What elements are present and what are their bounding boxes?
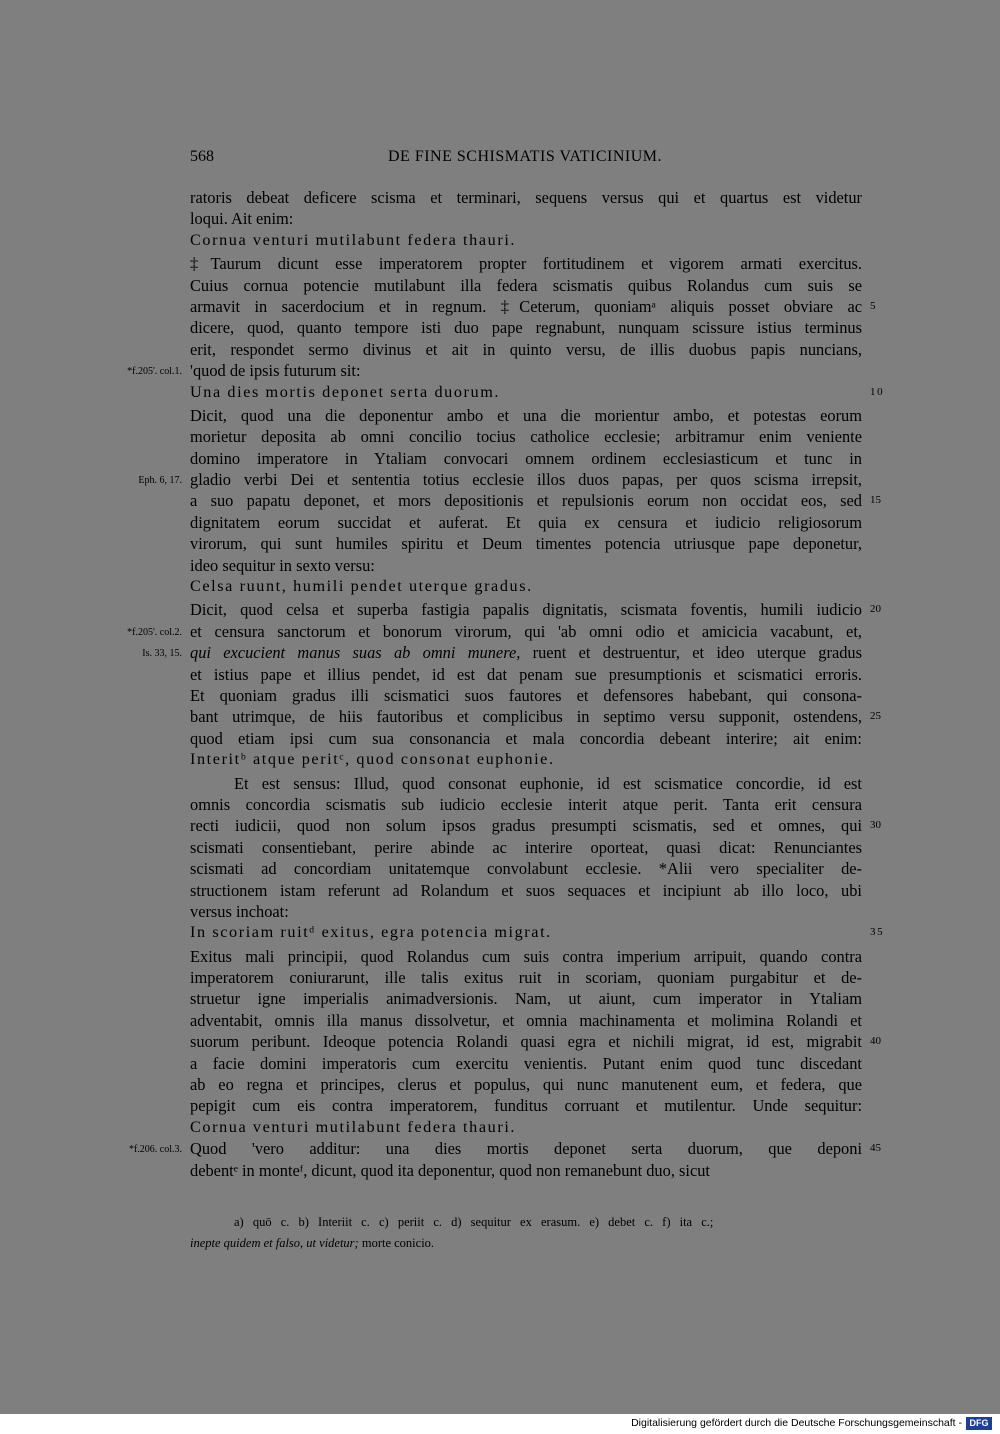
line-text: scismati ad concordiam unitatemque convolabunt ecclesie. *Alii vero specialiter de- (190, 859, 862, 879)
line-text: Exitus mali principii, quod Rolandus cum suis contra imperium arripuit, quando contra (190, 946, 862, 966)
text-line (190, 1031, 881, 1052)
line-text: struetur igne imperialis animadversionis. Nam, ut aiunt, cum imperator in Ytaliam (190, 989, 862, 1009)
footer-bar (0, 1414, 1000, 1434)
text-line (127, 621, 862, 642)
line-text: armavit in sacerdocium et in regnum. ‡Ceterum, quoniamᵃ aliquis posset obviare ac (190, 296, 862, 316)
footer-text[interactable]: Digitalisierung gefördert durch die Deutsche Forschungsgemeinschaft - (631, 1417, 962, 1429)
text-line (190, 880, 862, 901)
margin-note: *f.205'. col.1. (127, 366, 182, 378)
verse-line (190, 749, 862, 770)
verse-line (190, 1117, 862, 1138)
text-line (190, 728, 862, 749)
verse-line (190, 382, 885, 403)
text-line (190, 555, 862, 576)
line-number: 10 (870, 385, 885, 398)
line-number: 45 (870, 1142, 881, 1155)
text-line (190, 794, 862, 815)
line-text: 'quod de ipsis futurum sit: (190, 361, 361, 381)
line-number: 15 (870, 494, 881, 507)
text-line (190, 405, 862, 426)
margin-note: *f.206. col.3. (128, 1144, 182, 1156)
text-line (190, 685, 862, 706)
verse-line (190, 576, 862, 597)
text-line (190, 187, 862, 208)
footnote-line: a) quō c. b) Interiit c. c) periit c. d) sequitur ex erasum. e) debet c. f) ita c.; (234, 1215, 714, 1229)
line-number: 5 (870, 299, 876, 312)
line-number: 20 (870, 603, 881, 616)
line-text: quod etiam ipsi cum sua consonancia et mala concordia debeant interire; ait enim: (190, 728, 862, 748)
verse-line (190, 922, 885, 943)
margin-note: Is. 33, 15. (142, 648, 182, 660)
text-line (190, 339, 862, 360)
text-line (190, 512, 862, 533)
body-text (127, 187, 885, 1181)
line-text: et istius pape et illius pendet, id est dat penam sue presumptionis et scismatici erroris. (190, 664, 862, 684)
text-line (190, 275, 862, 296)
text-line (190, 858, 862, 879)
text-line (190, 1095, 862, 1116)
footnote-italic: inepte quidem et falso, ut videtur; (190, 1236, 359, 1250)
text-line (190, 426, 862, 447)
text-line (190, 448, 862, 469)
text-line (190, 815, 881, 836)
line-number: 30 (870, 819, 881, 832)
line-text: Et est sensus: Illud, quod consonat euphonie, id est scismatice concordie, id est (234, 773, 862, 793)
line-text: loqui. Ait enim: (190, 209, 294, 229)
line-number: 25 (870, 710, 881, 723)
text-line (190, 837, 862, 858)
footnote-line (190, 1233, 862, 1254)
line-text: Celsa ruunt, humili pendet uterque gradus. (190, 577, 533, 596)
line-number: 40 (870, 1035, 881, 1048)
line-text: morietur deposita ab omni concilio tocius catholice ecclesie; arbitramur enim veniente (190, 427, 862, 447)
line-text: ab eo regna et principes, clerus et populus, qui nunc manutenent eum, et federa, que (190, 1075, 862, 1095)
line-text: Interitᵇ atque peritᶜ, quod consonat euphonie. (190, 750, 555, 769)
text-line (190, 901, 862, 922)
text-line (190, 317, 862, 338)
line-text: omnis concordia scismatis sub iudicio ecclesie interit atque perit. Tanta erit censura (190, 794, 862, 814)
line-text: ratoris debeat deficere scisma et terminari, sequens versus qui et quartus est videtur (190, 188, 862, 207)
running-title: DE FINE SCHISMATIS VATICINIUM. (388, 148, 662, 165)
line-text: In scoriam ruitᵈ exitus, egra potencia migrat. (190, 923, 552, 942)
footnotes (190, 1212, 862, 1254)
line-text: adventabit, omnis illa manus dissolvetur, et omnia machinamenta et molimina Rolandi et (190, 1010, 862, 1030)
line-text: Et quoniam gradus illi scismatici suos fautores et defensores habebant, qui consona- (190, 685, 862, 705)
text-line (190, 773, 862, 794)
line-text: a facie domini imperatoris cum exercitu venientis. Putant enim quod tunc discedant (190, 1053, 862, 1073)
text-line (190, 253, 862, 274)
text-line (190, 296, 876, 317)
text-line (190, 490, 881, 511)
line-text: a suo papatu deponet, et mors depositionis et repulsionis eorum non occidat eos, sed (190, 491, 862, 511)
line-text: Cornua venturi mutilabunt federa thauri. (190, 1117, 517, 1136)
line-text: Dicit, quod una die deponentur ambo et una die morientur ambo, et potestas eorum (190, 405, 862, 425)
line-text: qui excucient manus suas ab omni munere, ruent et destruentur, et ideo uterque gradus (190, 643, 862, 663)
text-line (190, 706, 881, 727)
text-line (190, 1074, 862, 1095)
text-line (128, 1138, 881, 1159)
text-line (190, 946, 862, 967)
line-text: Cornua venturi mutilabunt federa thauri. (190, 230, 517, 249)
line-text: et censura sanctorum et bonorum virorum, qui 'ab omni odio et amicicia vacabunt, et, (190, 621, 862, 641)
line-text: virorum, qui sunt humiles spiritu et Deum timentes potencia utriusque pape deponetur, (190, 534, 862, 554)
text-line (190, 967, 862, 988)
line-text: Cuius cornua potencie mutilabunt illa federa scismatis quibus Rolandus cum suis se (190, 275, 862, 295)
line-text: versus inchoat: (190, 901, 289, 921)
line-text: erit, respondet sermo divinus et ait in quinto versu, de illis duobus papis nuncians, (190, 339, 862, 359)
line-text: Quod 'vero additur: una dies mortis deponet serta duorum, que deponi (190, 1139, 862, 1159)
page-number: 568 (190, 148, 214, 165)
line-text: dignitatem eorum succidat et auferat. Et quia ex censura et iudicio religiosorum (190, 512, 862, 532)
text-line (190, 208, 862, 229)
line-text: pepigit cum eis contra imperatorem, funditus corruant et mutilentur. Unde sequitur: (190, 1096, 862, 1116)
text-line (190, 533, 862, 554)
line-text: imperatorem coniurarunt, ille talis exitus ruit in scoriam, quoniam purgabitur et de- (190, 968, 862, 988)
text-line (142, 642, 862, 663)
line-text: bant utrimque, de hiis fautoribus et complicibus in septimo versu supponit, ostendens, (190, 707, 862, 727)
line-text: suorum peribunt. Ideoque potencia Rolandi quasi egra et nichili migrat, id est, migrabit (190, 1032, 862, 1052)
text-line (138, 469, 862, 490)
text-line (190, 1160, 862, 1181)
dfg-logo[interactable]: DFG (966, 1417, 992, 1430)
text-line (190, 1010, 862, 1031)
text-line (190, 599, 881, 620)
text-line (127, 360, 862, 381)
line-text: Una dies mortis deponet serta duorum. (190, 382, 501, 401)
line-text: structionem istam referunt ad Rolandum et suos sequaces et incipiunt ab illo loco, ubi (190, 880, 862, 900)
line-text: gladio verbi Dei et sententia totius ecclesie illos duos papas, per quos scisma irrepsit, (190, 470, 862, 490)
text-line (190, 988, 862, 1009)
footnote-text: morte conicio. (358, 1236, 435, 1250)
line-text: ‡Taurum dicunt esse imperatorem propter fortitudinem et vigorem armati exercitus. (190, 254, 862, 274)
line-text: domino imperatore in Ytaliam convocari omnem ordinem ecclesiasticum et tunc in (190, 448, 862, 468)
margin-note: Eph. 6, 17. (138, 475, 182, 487)
line-text: recti iudicii, quod non solum ipsos gradus presumpti scismatis, sed et omnes, qui (190, 816, 862, 836)
line-text: Dicit, quod celsa et superba fastigia papalis dignitatis, scismata foventis, humili iudicio (190, 600, 862, 620)
running-header (190, 148, 860, 170)
line-text: scismati consentiebant, perire abinde ac interire oporteat, quasi dicat: Renunciantes (190, 837, 862, 857)
verse-line (190, 230, 862, 251)
text-line (190, 1053, 862, 1074)
text-line (190, 664, 862, 685)
line-text: dicere, quod, quanto tempore isti duo pape regnabunt, nunquam scissure istius terminus (190, 318, 862, 338)
margin-note: *f.205'. col.2. (127, 626, 182, 638)
line-text: ideo sequitur in sexto versu: (190, 555, 375, 575)
line-number: 35 (870, 926, 885, 939)
line-text: debentᵉ in monteᶠ, dicunt, quod ita deponentur, quod non remanebunt duo, sicut (190, 1160, 710, 1180)
